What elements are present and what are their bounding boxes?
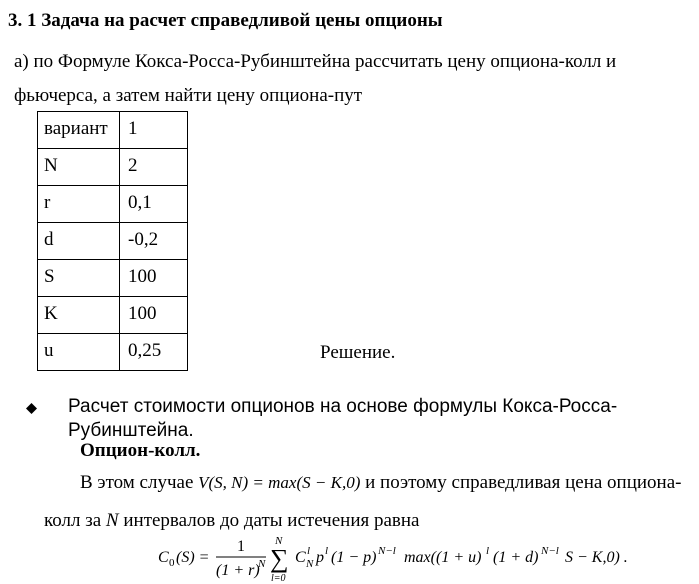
formula-max-body: max((1 + u) [404, 549, 482, 566]
param-key: u [38, 334, 120, 371]
param-key: S [38, 260, 120, 297]
intervals-line [44, 510, 419, 532]
table-row [38, 297, 188, 334]
param-key: r [38, 186, 120, 223]
formula-u-exp: l [486, 545, 490, 557]
case-line [80, 472, 681, 494]
formula-lhs: C [158, 549, 169, 566]
formula-sum-sign: ∑ [270, 544, 289, 573]
formula-tail: S − K,0) . [565, 549, 628, 566]
formula-lhs-arg: (S) = [176, 549, 210, 566]
formula-c: C [295, 549, 306, 566]
formula-c-sub: N [306, 558, 314, 570]
formula-q: (1 − p) [331, 549, 377, 566]
table-row [38, 334, 188, 371]
param-value: 100 [120, 297, 188, 334]
formula-denominator: (1 + r) [216, 562, 260, 579]
task-line-2: фьючерса, а затем найти цену опциона-пут [14, 85, 363, 106]
formula-c-sup: l [307, 545, 311, 557]
param-key: d [38, 223, 120, 260]
table-row [38, 223, 188, 260]
table-row [38, 260, 188, 297]
call-option-heading: Опцион-колл. [80, 440, 201, 461]
formula-numerator: 1 [237, 538, 245, 555]
formula-p: p [316, 549, 324, 566]
param-value: -0,2 [120, 223, 188, 260]
formula-lhs-sub: 0 [169, 557, 175, 569]
task-paragraph [14, 45, 694, 113]
interval-variable: N [105, 510, 119, 531]
solution-label: Решение. [320, 342, 396, 363]
formula-sum-top: N [275, 535, 283, 547]
interval-prefix: колл за [44, 510, 102, 531]
case-prefix: В этом случае [80, 472, 194, 493]
param-key: N [38, 149, 120, 186]
parameters-table [37, 111, 188, 371]
formula-d-term: (1 + d) [493, 549, 539, 566]
formula-d-exp: N−l [541, 545, 559, 557]
formula-den-exp: N [258, 558, 266, 570]
formula-q-exp: N−l [378, 545, 396, 557]
formula-p-exp: l [325, 545, 329, 557]
table-row [38, 112, 188, 149]
bullet-text: Расчет стоимости опционов на основе формулы Кокса-Росса-Рубинштейна. [68, 396, 618, 441]
param-value: 1 [120, 112, 188, 149]
case-suffix: и поэтому справедливая цена опциона- [365, 472, 682, 493]
case-formula: V(S, N) = max(S − K,0) [198, 473, 361, 492]
param-value: 2 [120, 149, 188, 186]
param-key: K [38, 297, 120, 334]
crr-formula [158, 535, 638, 583]
param-value: 0,1 [120, 186, 188, 223]
param-key: вариант [38, 112, 120, 149]
param-value: 0,25 [120, 334, 188, 371]
param-value: 100 [120, 260, 188, 297]
formula-sum-bottom: l=0 [271, 573, 286, 583]
interval-suffix: интервалов до даты истечения равна [123, 510, 420, 531]
table-row [38, 186, 188, 223]
section-heading: 3. 1 Задача на расчет справедливой цены опционы [8, 10, 443, 31]
diamond-bullet-icon [26, 403, 37, 414]
task-line-1: а) по Формуле Кокса-Росса-Рубинштейна рассчитать цену опциона-колл и [14, 51, 617, 72]
table-row [38, 149, 188, 186]
